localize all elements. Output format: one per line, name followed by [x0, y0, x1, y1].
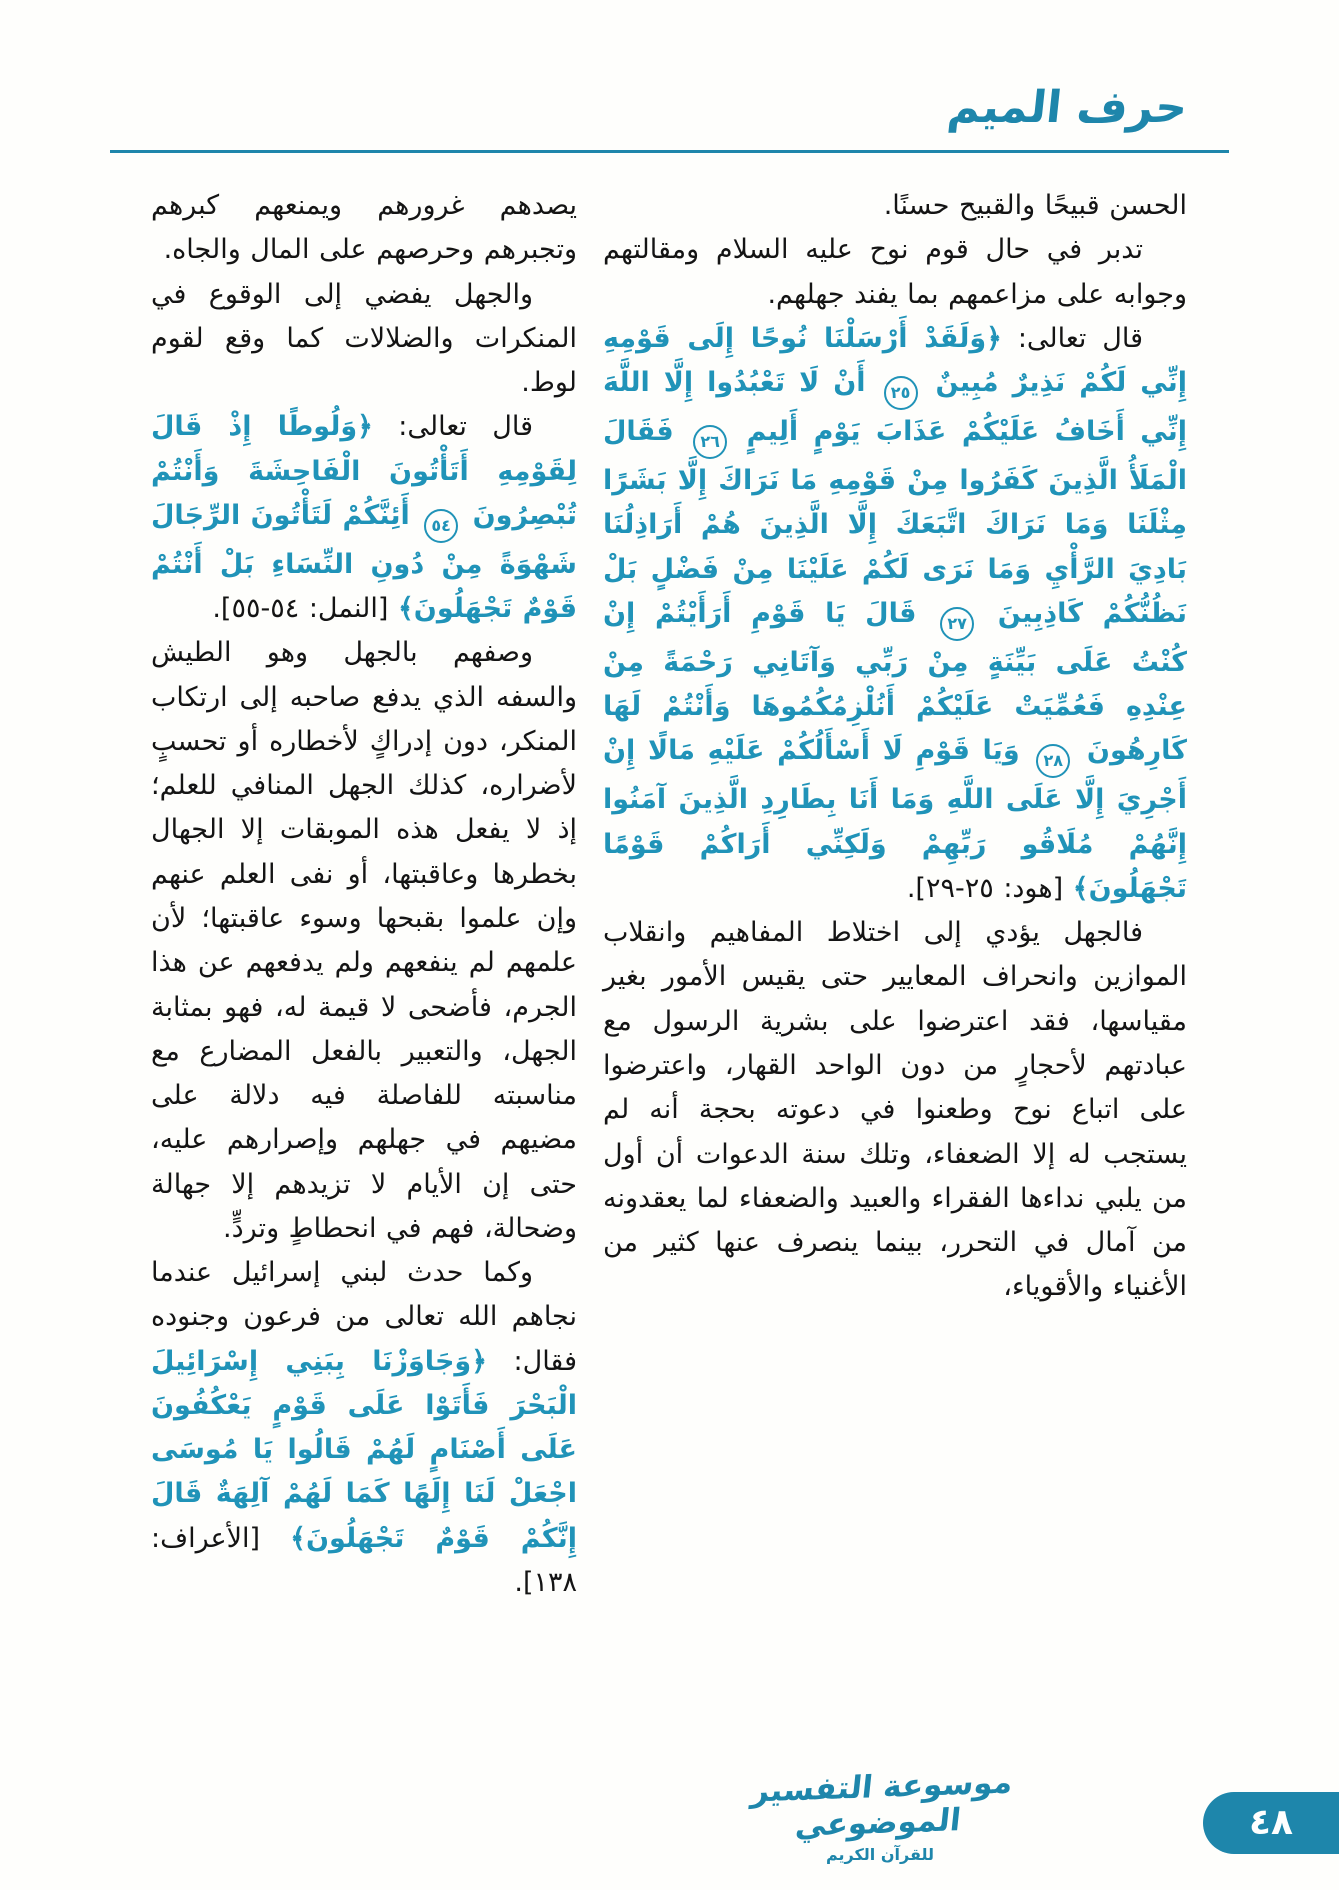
publisher-logo — [735, 1764, 1025, 1864]
paragraph — [603, 911, 1187, 1309]
quran-verse: فَقَالَ الْمَلَأُ الَّذِينَ كَفَرُوا مِنْ قَوْمِهِ مَا نَرَاكَ إِلَّا بَشَرًا مِثْلَنَا وَمَا نَرَاكَ اتَّبَعَكَ إِلَّا الَّذِينَ هُمْ أَرَاذِلُنَا بَادِيَ الرَّأْيِ وَمَا نَرَى لَكُمْ عَلَيْنَا مِنْ فَضْلٍ بَلْ نَظُنُّكُمْ كَاذِبِينَ — [603, 416, 1187, 629]
body-text: والجهل يفضي إلى الوقوع في المنكرات والضلالات كما وقع لقوم لوط. — [151, 278, 577, 399]
quran-verse: أَنْ لَا تَعْبُدُوا إِلَّا اللَّهَ إِنِّي أَخَافُ عَلَيْكُمْ عَذَابَ يَوْمٍ أَلِيمٍ — [603, 367, 1187, 448]
paragraph — [151, 273, 577, 406]
header-divider — [110, 150, 1229, 153]
quran-verse: ﴿وَلُوطًا إِذْ قَالَ لِقَوْمِهِ أَتَأْتُونَ الْفَاحِشَةَ وَأَنْتُمْ تُبْصِرُونَ — [151, 411, 577, 531]
paragraph — [151, 184, 577, 273]
verse-citation: [هود: ٢٥-٢٩]. — [906, 872, 1073, 904]
ayah-number: ٥٤ — [424, 509, 458, 543]
column-right — [603, 184, 1187, 1744]
page-number-badge — [1203, 1792, 1339, 1854]
paragraph — [151, 405, 577, 631]
paragraph — [151, 1251, 577, 1605]
quran-verse: وَيَا قَوْمِ لَا أَسْأَلُكُمْ عَلَيْهِ مَالًا إِنْ أَجْرِيَ إِلَّا عَلَى اللَّهِ وَمَا أَنَا بِطَارِدِ الَّذِينَ آمَنُوا إِنَّهُمْ مُلَاقُو رَبِّهِمْ وَلَكِنِّي أَرَاكُمْ قَوْمًا تَجْهَلُونَ﴾ — [603, 735, 1187, 904]
publisher-logo-subtitle: للقرآن الكريم — [825, 1844, 935, 1864]
page-number: ٤٨ — [1249, 1802, 1293, 1843]
quran-verse: أَئِنَّكُمْ لَتَأْتُونَ الرِّجَالَ شَهْوَةً مِنْ دُونِ النِّسَاءِ بَلْ أَنْتُمْ قَوْمٌ تَجْهَلُونَ﴾ — [151, 499, 577, 625]
ayah-number: ٢٨ — [1036, 744, 1070, 778]
chapter-heading: حرف الميم — [945, 82, 1190, 133]
body-text: وصفهم بالجهل وهو الطيش والسفه الذي يدفع صاحبه إلى ارتكاب المنكر، دون إدراكٍ لأخطاره أو تحسبٍ لأضراره، كذلك الجهل المنافي للعلم؛ إذ لا يفعل هذه الموبقات إلا الجهال بخطرها وعاقبتها، أو نفى العلم عنهم وإن علموا بقبحها وسوء عاقبتها؛ لأن علمهم لم ينفعهم ولم يدفعهم عن هذا الجرم، فأضحى لا قيمة له، فهو بمثابة الجهل، والتعبير بالفعل المضارع مع مناسبته للفاصلة فيه دلالة على مضيهم في جهلهم وإصرارهم عليه، حتى إن الأيام لا تزيدهم إلا جهالة وضحالة، فهم في انحطاطٍ وتردٍّ. — [151, 637, 577, 1244]
body-text: تدبر في حال قوم نوح عليه السلام ومقالتهم وجوابه على مزاعمهم بما يفند جهلهم. — [603, 234, 1187, 310]
quran-verse: ﴿وَلَقَدْ أَرْسَلْنَا نُوحًا إِلَى قَوْمِهِ إِنِّي لَكُمْ نَذِيرٌ مُبِينٌ — [603, 322, 1187, 399]
body-text: يصدهم غرورهم ويمنعهم كبرهم وتجبرهم وحرصهم على المال والجاه. — [151, 190, 577, 266]
body-text: وكما حدث لبني إسرائيل عندما نجاهم الله تعالى من فرعون وجنوده فقال: — [151, 1257, 577, 1377]
paragraph — [603, 184, 1187, 228]
publisher-logo-title: موسوعة التفسير الموضوعي — [749, 1764, 1015, 1844]
text-columns — [151, 184, 1187, 1744]
body-text: قال تعالى: — [1001, 322, 1143, 354]
verse-citation: [الأعراف: ١٣٨]. — [151, 1522, 577, 1598]
body-text: الحسن قبيحًا والقبيح حسنًا. — [883, 190, 1187, 221]
ayah-number: ٢٦ — [693, 425, 727, 459]
paragraph — [151, 631, 577, 1251]
ayah-number: ٢٧ — [940, 607, 974, 641]
body-text: فالجهل يؤدي إلى اختلاط المفاهيم وانقلاب الموازين وانحراف المعايير حتى يقيس الأمور بغير مقياسها، فقد اعترضوا على بشرية الرسول مع عبادتهم لأحجارٍ من دون الواحد القهار، واعترضوا على اتباع نوح وطعنوا في دعوته بحجة أنه لم يستجب له إلا الضعفاء، وتلك سنة الدعوات أن أول من يلبي نداءها الفقراء والعبيد والضعفاء لما يعقدونه من آمال في التحرر، بينما ينصرف عنها كثير من الأغنياء والأقوياء، — [603, 917, 1187, 1303]
paragraph — [603, 228, 1187, 317]
verse-citation: [النمل: ٥٤-٥٥]. — [212, 593, 398, 625]
body-text: قال تعالى: — [372, 411, 533, 443]
ayah-number: ٢٥ — [884, 376, 918, 410]
paragraph — [603, 317, 1187, 911]
quran-verse: قَالَ يَا قَوْمِ أَرَأَيْتُمْ إِنْ كُنْتُ عَلَى بَيِّنَةٍ مِنْ رَبِّي وَآتَانِي رَحْمَةً مِنْ عِنْدِهِ فَعُمِّيَتْ عَلَيْكُمْ أَنُلْزِمُكُمُوهَا وَأَنْتُمْ لَهَا كَارِهُونَ — [603, 597, 1187, 767]
quran-verse: ﴿وَجَاوَزْنَا بِبَنِي إِسْرَائِيلَ الْبَحْرَ فَأَتَوْا عَلَى قَوْمٍ يَعْكُفُونَ عَلَى أَصْنَامٍ لَهُمْ قَالُوا يَا مُوسَى اجْعَلْ لَنَا إِلَهًا كَمَا لَهُمْ آلِهَةٌ قَالَ إِنَّكُمْ قَوْمٌ تَجْهَلُونَ﴾ — [151, 1345, 577, 1554]
column-left — [151, 184, 577, 1744]
